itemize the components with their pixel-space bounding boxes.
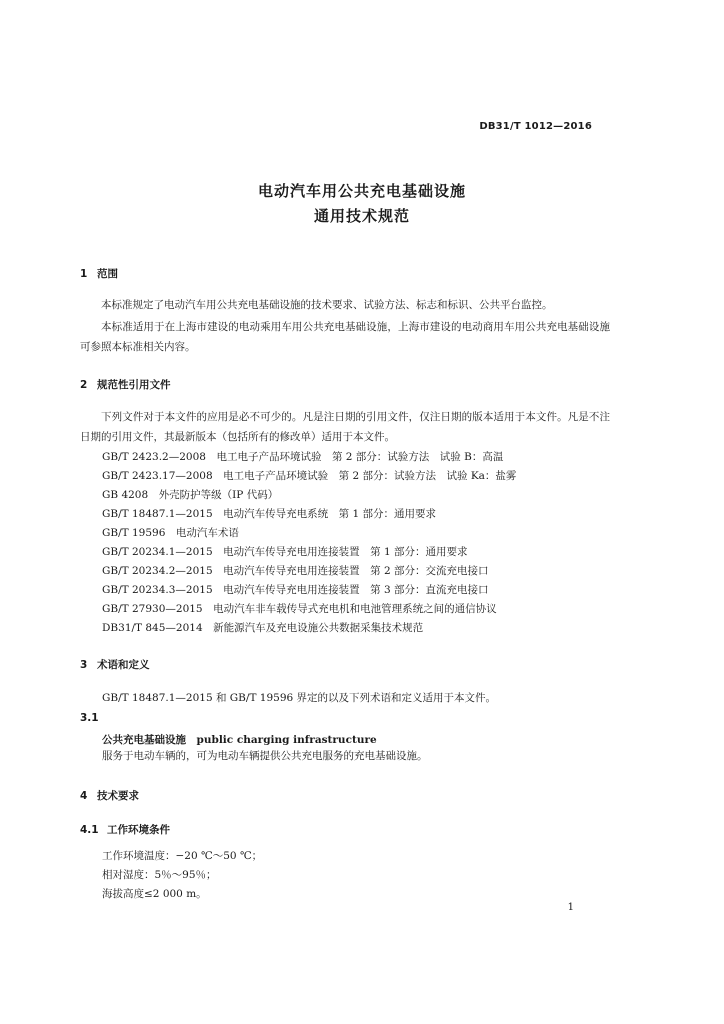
reference-item: GB/T 18487.1—2015 电动汽车传导充电系统 第 1 部分：通用要求 (102, 508, 436, 520)
section-heading-1 (80, 266, 118, 281)
subsection-heading-4-1 (80, 822, 170, 837)
reference-item: GB/T 20234.3—2015 电动汽车传导充电用连接装置 第 3 部分：直流充电接口 (102, 584, 489, 596)
reference-item: GB/T 20234.1—2015 电动汽车传导充电用连接装置 第 1 部分：通用要求 (102, 546, 468, 558)
subsection-title: 工作环境条件 (107, 824, 170, 836)
section-number: 2 (80, 379, 88, 391)
term-definition: 服务于电动车辆的，可为电动车辆提供公共充电服务的充电基础设施。 (102, 750, 428, 762)
reference-item: GB/T 2423.17—2008 电工电子产品环境试验 第 2 部分：试验方法 试验 Ka：盐雾 (102, 470, 517, 482)
reference-item: GB/T 2423.2—2008 电工电子产品环境试验 第 2 部分：试验方法 试验 B：高温 (102, 451, 504, 463)
section-title: 术语和定义 (97, 659, 150, 671)
paragraph: GB/T 18487.1—2015 和 GB/T 19596 界定的以及下列术语和定义适用于本文件。 (102, 692, 497, 704)
paragraph: 本标准规定了电动汽车用公共充电基础设施的技术要求、试验方法、标志和标识、公共平台监控。 (101, 299, 553, 311)
reference-item: GB/T 27930—2015 电动汽车非车载传导式充电机和电池管理系统之间的通信协议 (102, 603, 497, 615)
page-number: 1 (567, 902, 574, 913)
subsection-number: 4.1 (80, 824, 99, 836)
section-heading-2 (80, 377, 171, 392)
section-title: 技术要求 (97, 790, 139, 802)
section-heading-4 (80, 788, 139, 803)
term-entry (102, 732, 377, 747)
section-title: 范围 (97, 268, 118, 280)
document-title: 电动汽车用公共充电基础设施 (257, 182, 466, 200)
term-chinese: 公共充电基础设施 (102, 734, 186, 746)
condition-item: 工作环境温度：−20 ℃～50 ℃； (102, 850, 263, 862)
section-number: 4 (80, 790, 88, 802)
condition-item: 海拔高度≤2 000 m。 (102, 888, 207, 900)
reference-item: GB 4208 外壳防护等级（IP 代码） (102, 489, 279, 501)
document-subtitle: 通用技术规范 (313, 207, 410, 225)
subsection-number-3-1: 3.1 (80, 712, 99, 724)
section-number: 1 (80, 268, 88, 280)
condition-item: 相对湿度：5％～95％； (102, 869, 217, 881)
section-title: 规范性引用文件 (97, 379, 171, 391)
standard-code: DB31/T 1012—2016 (479, 121, 592, 132)
term-english: public charging infrastructure (196, 734, 377, 746)
reference-item: GB/T 20234.2—2015 电动汽车传导充电用连接装置 第 2 部分：交流充电接口 (102, 565, 489, 577)
paragraph: 下列文件对于本文件的应用是必不可少的。凡是注日期的引用文件，仅注日期的版本适用于本文件。凡是不注日期的引用文件，其最新版本（包括所有的修改单）适用于本文件。 (80, 411, 610, 443)
reference-item: GB/T 19596 电动汽车术语 (102, 527, 239, 539)
section-number: 3 (80, 659, 88, 671)
paragraph: 本标准适用于在上海市建设的电动乘用车用公共充电基础设施，上海市建设的电动商用车用公共充电基础设施可参照本标准相关内容。 (80, 321, 610, 353)
reference-item: DB31/T 845—2014 新能源汽车及充电设施公共数据采集技术规范 (102, 622, 424, 634)
section-heading-3 (80, 657, 150, 672)
